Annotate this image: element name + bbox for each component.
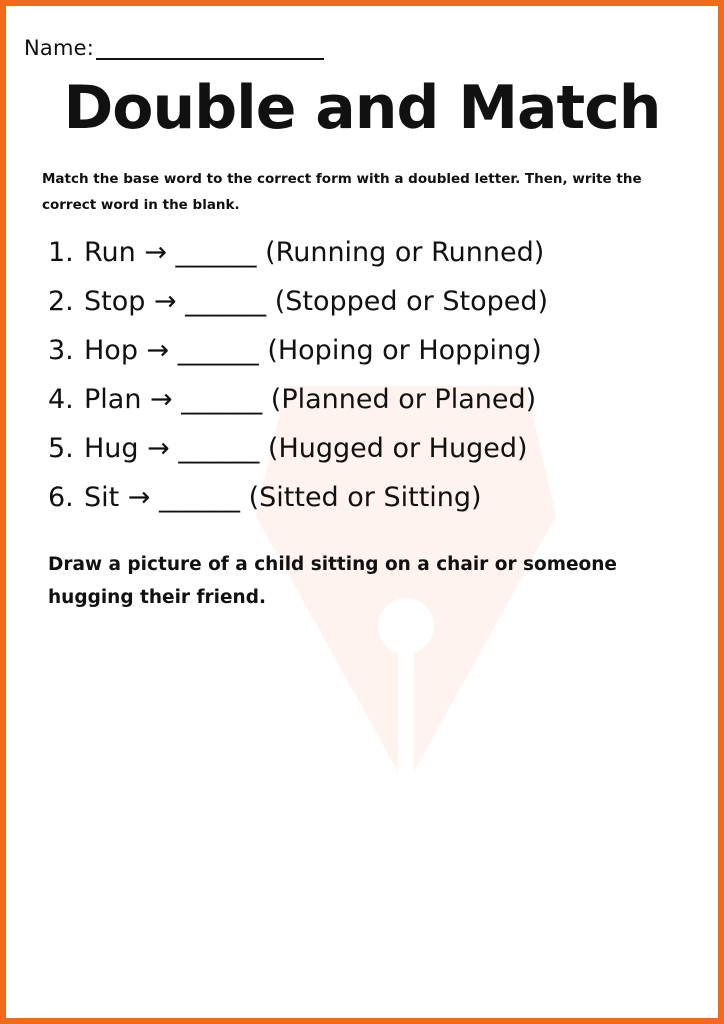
item-number: 4. [48, 384, 74, 415]
item-number: 6. [48, 482, 74, 513]
name-field[interactable] [24, 36, 324, 60]
drawing-prompt: Draw a picture of a child sitting on a chair or someone hugging their friend. [48, 554, 617, 608]
exercise-item-6 [48, 473, 548, 522]
item-text: Sit → ______ (Sitted or Sitting) [84, 482, 482, 513]
exercise-item-3 [48, 326, 548, 375]
exercise-item-1 [48, 228, 548, 277]
item-number: 5. [48, 433, 74, 464]
exercise-item-4 [48, 375, 548, 424]
item-text: Plan → ______ (Planned or Planed) [84, 384, 537, 415]
item-text: Hug → ______ (Hugged or Huged) [84, 433, 528, 464]
instructions-text: Match the base word to the correct form with a doubled letter. Then, write the correct word in the blank. [42, 171, 642, 213]
item-number: 3. [48, 335, 74, 366]
item-number: 2. [48, 286, 74, 317]
page-title: Double and Match [63, 73, 661, 143]
exercise-item-2 [48, 277, 548, 326]
exercise-list [48, 228, 548, 522]
item-text: Run → ______ (Running or Runned) [84, 237, 545, 268]
name-blank-line[interactable] [96, 36, 324, 60]
exercise-item-5 [48, 424, 548, 473]
item-text: Hop → ______ (Hoping or Hopping) [84, 335, 542, 366]
item-number: 1. [48, 237, 74, 268]
name-label: Name: [24, 36, 95, 60]
item-text: Stop → ______ (Stopped or Stoped) [84, 286, 549, 317]
